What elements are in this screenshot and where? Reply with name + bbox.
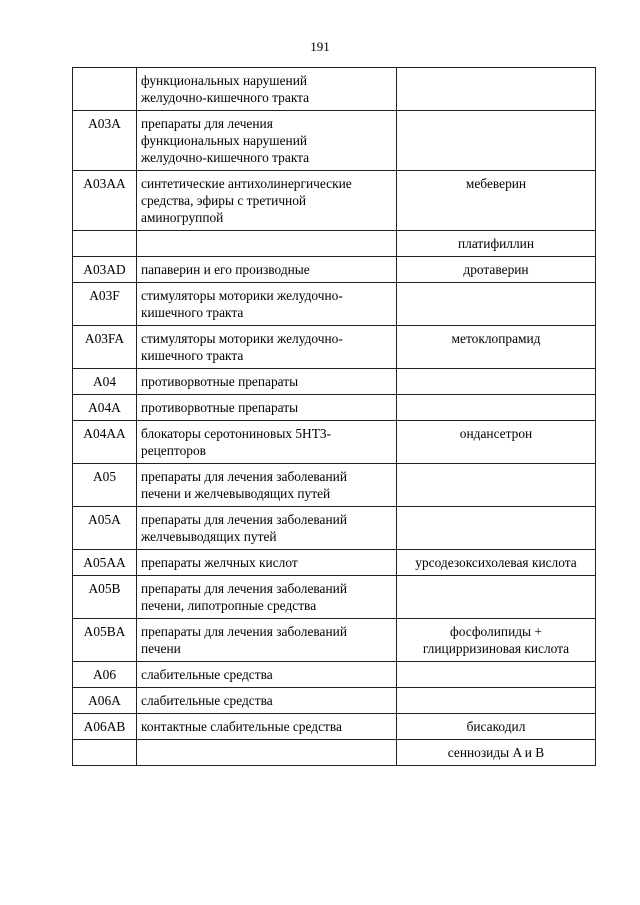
atc-code-cell	[73, 740, 137, 766]
atc-code-cell: A06	[73, 662, 137, 688]
table-row	[73, 421, 596, 464]
table-row	[73, 740, 596, 766]
drug-name-line: мебеверин	[465, 176, 527, 191]
description-line: препараты для лечения заболеваний	[141, 581, 347, 596]
drug-classification-table	[72, 67, 596, 766]
description-line: желчевыводящих путей	[141, 529, 277, 544]
drug-name-cell	[397, 714, 596, 740]
drug-name-cell	[397, 662, 596, 688]
drug-name-cell	[397, 257, 596, 283]
description-line: слабительные средства	[141, 693, 273, 708]
description-line: печени и желчевыводящих путей	[141, 486, 331, 501]
drug-name-line: глицирризиновая кислота	[422, 641, 570, 656]
atc-code-cell: A06AB	[73, 714, 137, 740]
drug-name-line: бисакодил	[466, 719, 526, 734]
drug-name-cell	[397, 369, 596, 395]
drug-name-cell	[397, 507, 596, 550]
description-line: средства, эфиры с третичной	[141, 193, 307, 208]
atc-code-cell: A05A	[73, 507, 137, 550]
drug-name-line: дротаверин	[463, 262, 529, 277]
description-line: рецепторов	[141, 443, 206, 458]
description-line: противорвотные препараты	[141, 374, 299, 389]
description-line: контактные слабительные средства	[141, 719, 342, 734]
drug-name-line: фосфолипиды +	[450, 624, 542, 639]
drug-name-cell	[397, 619, 596, 662]
atc-code-cell: A05B	[73, 576, 137, 619]
group-description-cell	[137, 257, 397, 283]
group-description-cell	[137, 740, 397, 766]
description-line: препараты для лечения заболеваний	[141, 512, 347, 527]
atc-code-cell: A03AD	[73, 257, 137, 283]
table-row	[73, 464, 596, 507]
atc-code-cell: A06A	[73, 688, 137, 714]
table-row	[73, 257, 596, 283]
atc-code-cell: A05BA	[73, 619, 137, 662]
description-line: стимуляторы моторики желудочно-	[141, 331, 343, 346]
drug-name-cell	[397, 576, 596, 619]
atc-code-cell: A03FA	[73, 326, 137, 369]
table-row	[73, 576, 596, 619]
table-row	[73, 171, 596, 231]
description-line: папаверин и его производные	[141, 262, 310, 277]
drug-name-line: сеннозиды A и B	[447, 745, 545, 760]
atc-code-cell	[73, 231, 137, 257]
group-description-cell	[137, 662, 397, 688]
drug-name-line: платифиллин	[457, 236, 534, 251]
drug-name-line: метоклопрамид	[451, 331, 541, 346]
description-line: блокаторы серотониновых 5HT3-	[141, 426, 332, 441]
atc-code-cell: A03F	[73, 283, 137, 326]
table-row	[73, 688, 596, 714]
description-line: функциональных нарушений	[141, 73, 308, 88]
drug-name-cell	[397, 421, 596, 464]
atc-code-cell: A05AA	[73, 550, 137, 576]
atc-code-cell: A04A	[73, 395, 137, 421]
description-line: противорвотные препараты	[141, 400, 299, 415]
table-row	[73, 369, 596, 395]
atc-code-cell: A03A	[73, 111, 137, 171]
group-description-cell	[137, 395, 397, 421]
drug-name-line: ондансетрон	[459, 426, 533, 441]
description-line: печени	[141, 641, 181, 656]
description-line: препараты для лечения	[141, 116, 273, 131]
group-description-cell	[137, 550, 397, 576]
group-description-cell	[137, 421, 397, 464]
table-body	[73, 68, 596, 766]
drug-name-cell	[397, 231, 596, 257]
description-line: синтетические антихолинергические	[141, 176, 352, 191]
atc-code-cell: A04AA	[73, 421, 137, 464]
group-description-cell	[137, 68, 397, 111]
table-row	[73, 662, 596, 688]
drug-name-cell	[397, 464, 596, 507]
description-line: препараты для лечения заболеваний	[141, 469, 347, 484]
group-description-cell	[137, 326, 397, 369]
table-row	[73, 550, 596, 576]
atc-code-cell: A04	[73, 369, 137, 395]
table-row	[73, 283, 596, 326]
description-line: препараты для лечения заболеваний	[141, 624, 347, 639]
description-line: кишечного тракта	[141, 305, 244, 320]
drug-name-cell	[397, 395, 596, 421]
group-description-cell	[137, 369, 397, 395]
drug-name-cell	[397, 283, 596, 326]
atc-code-cell	[73, 68, 137, 111]
table-row	[73, 395, 596, 421]
page-number: 191	[310, 39, 330, 54]
table-row	[73, 619, 596, 662]
group-description-cell	[137, 464, 397, 507]
group-description-cell	[137, 576, 397, 619]
table-row	[73, 507, 596, 550]
drug-name-cell	[397, 326, 596, 369]
description-line: функциональных нарушений	[141, 133, 308, 148]
description-line: слабительные средства	[141, 667, 273, 682]
atc-code-cell: A03AA	[73, 171, 137, 231]
description-line: аминогруппой	[141, 210, 224, 225]
description-line: печени, липотропные средства	[141, 598, 317, 613]
table-row	[73, 68, 596, 111]
group-description-cell	[137, 171, 397, 231]
group-description-cell	[137, 619, 397, 662]
drug-name-cell	[397, 171, 596, 231]
table-row	[73, 326, 596, 369]
group-description-cell	[137, 714, 397, 740]
drug-name-cell	[397, 68, 596, 111]
group-description-cell	[137, 507, 397, 550]
group-description-cell	[137, 111, 397, 171]
drug-name-line: урсодезоксихолевая кислота	[415, 555, 577, 570]
table-row	[73, 714, 596, 740]
drug-name-cell	[397, 111, 596, 171]
drug-name-cell	[397, 550, 596, 576]
group-description-cell	[137, 231, 397, 257]
description-line: желудочно-кишечного тракта	[141, 90, 310, 105]
drug-name-cell	[397, 688, 596, 714]
description-line: стимуляторы моторики желудочно-	[141, 288, 343, 303]
description-line: кишечного тракта	[141, 348, 244, 363]
atc-code-cell: A05	[73, 464, 137, 507]
description-line: препараты желчных кислот	[141, 555, 298, 570]
group-description-cell	[137, 283, 397, 326]
table-row	[73, 231, 596, 257]
description-line: желудочно-кишечного тракта	[141, 150, 310, 165]
table-row	[73, 111, 596, 171]
group-description-cell	[137, 688, 397, 714]
drug-name-cell	[397, 740, 596, 766]
